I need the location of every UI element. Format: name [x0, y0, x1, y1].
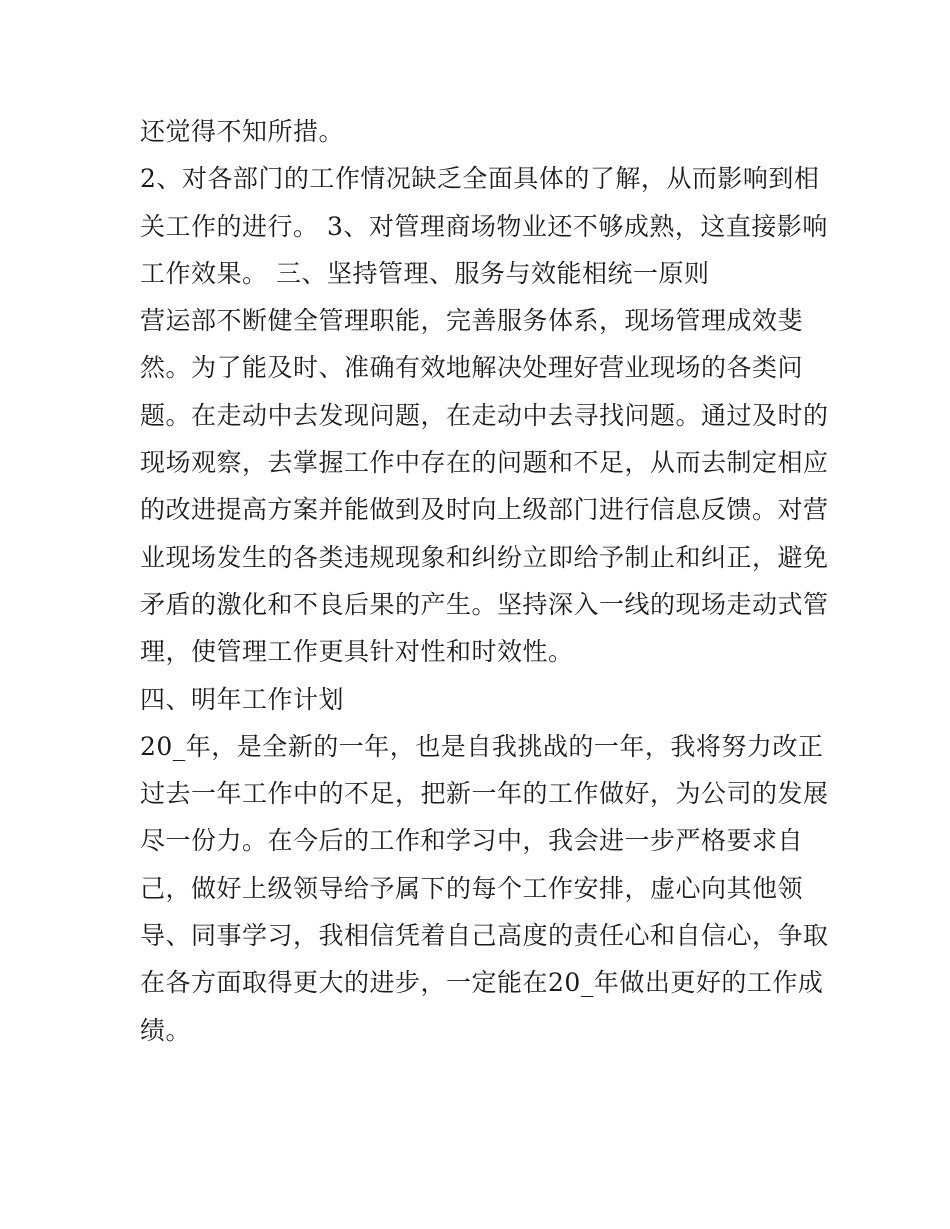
section-heading: 四、明年工作计划	[140, 684, 345, 714]
text-line: 理，使管理工作更具针对性和时效性。	[140, 637, 574, 667]
text-line: 还觉得不知所措。	[140, 117, 345, 146]
text-line: 业现场发生的各类违规现象和纠纷立即给予制止和纠正，避免	[140, 542, 829, 572]
text-line: 20_年，是全新的一年，也是自我挑战的一年，我将努力改正	[140, 731, 824, 761]
text-line: 过去一年工作中的不足，把新一年的工作做好，为公司的发展	[140, 779, 829, 809]
text-line: 2、对各部门的工作情况缺乏全面具体的了解，从而影响到相	[140, 164, 820, 194]
body-text	[140, 108, 829, 1054]
text-line: 现场观察，去掌握工作中存在的问题和不足，从而去制定相应	[140, 448, 829, 478]
text-line: 工作效果。 三、坚持管理、服务与效能相统一原则	[140, 258, 710, 288]
text-line: 在各方面取得更大的进步，一定能在20_年做出更好的工作成	[140, 968, 824, 998]
text-line: 导、同事学习，我相信凭着自己高度的责任心和自信心，争取	[140, 921, 829, 951]
text-line: 然。为了能及时、准确有效地解决处理好营业现场的各类问	[140, 353, 804, 383]
text-line: 营运部不断健全管理职能，完善服务体系，现场管理成效斐	[140, 306, 804, 336]
text-line: 关工作的进行。 3、对管理商场物业还不够成熟，这直接影响	[140, 211, 828, 241]
text-line: 绩。	[140, 1015, 192, 1045]
text-line: 己，做好上级领导给予属下的每个工作安排，虚心向其他领	[140, 873, 804, 903]
text-line: 尽一份力。在今后的工作和学习中，我会进一步严格要求自	[140, 826, 804, 856]
text-line: 矛盾的激化和不良后果的产生。坚持深入一线的现场走动式管	[140, 589, 829, 619]
text-line: 的改进提高方案并能做到及时向上级部门进行信息反馈。对营	[140, 495, 829, 525]
text-line: 题。在走动中去发现问题，在走动中去寻找问题。通过及时的	[140, 400, 829, 430]
